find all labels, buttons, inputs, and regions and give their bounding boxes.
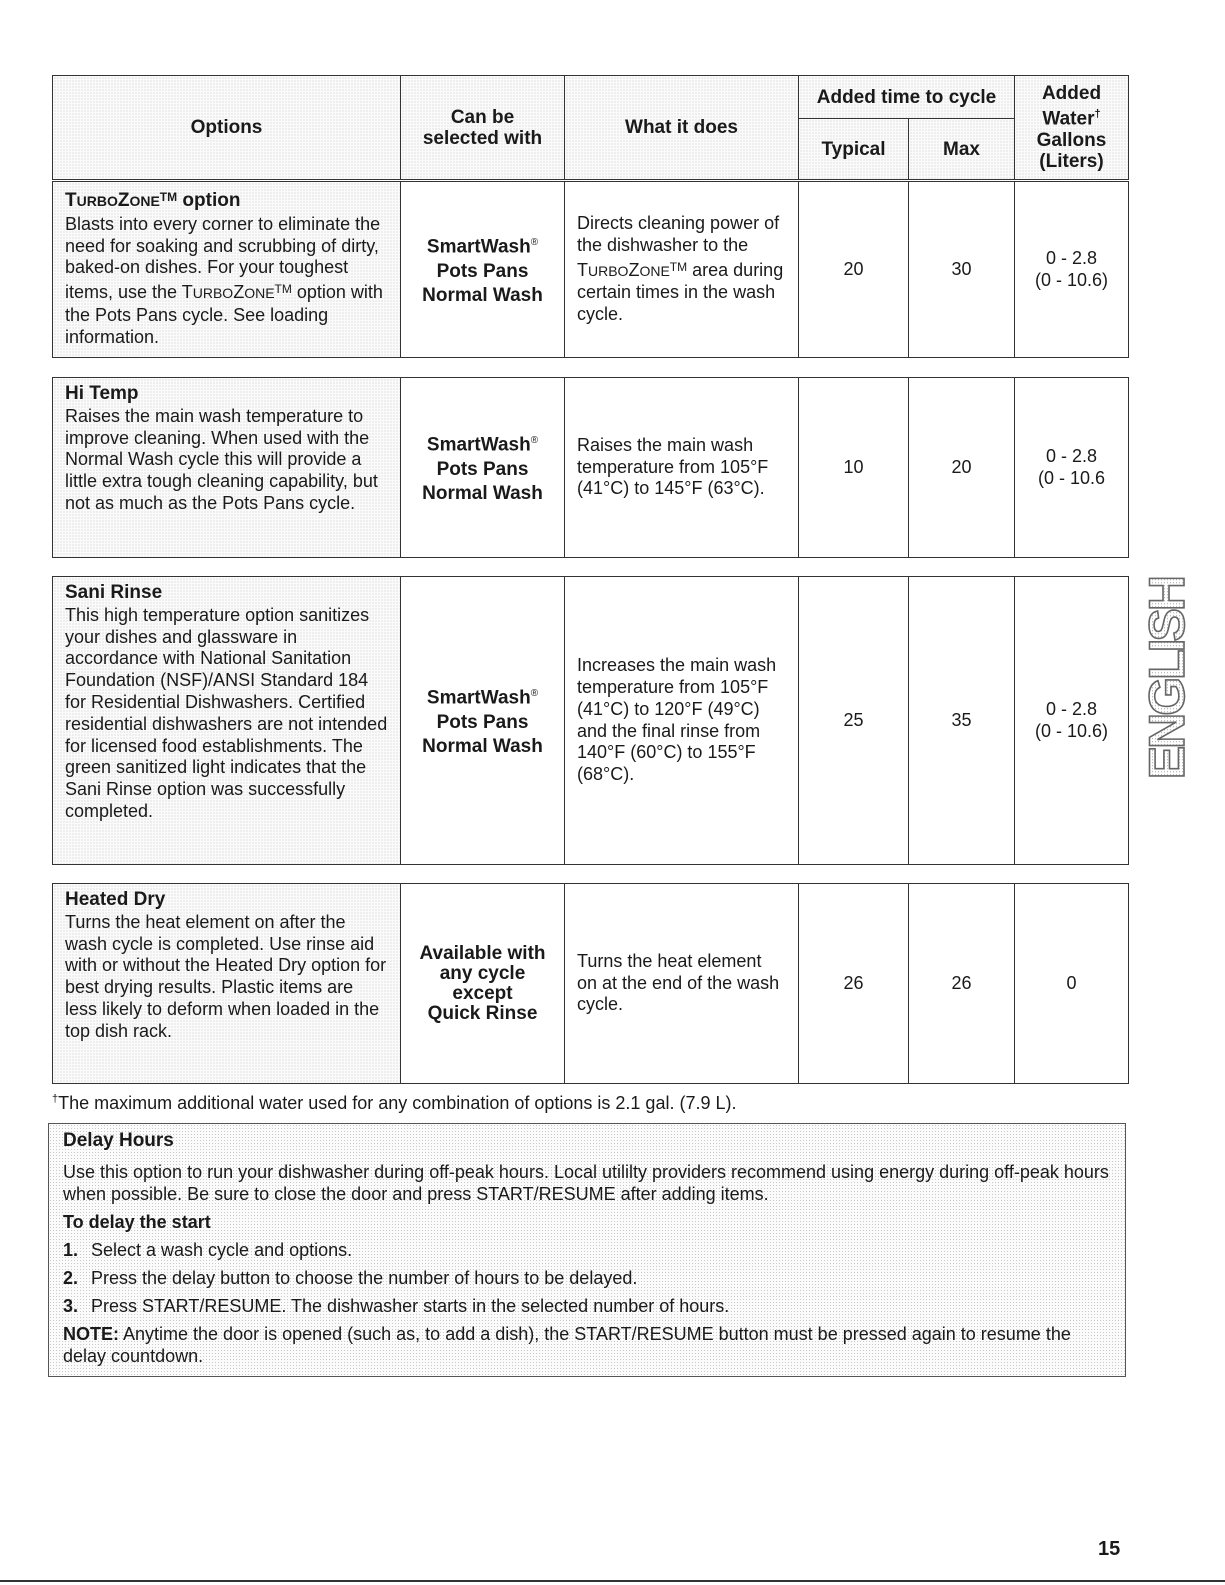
cycle-pots-pans: Pots Pans	[436, 711, 529, 733]
turbozone-typical: 20	[799, 182, 909, 358]
sanirinse-option-cell	[53, 577, 401, 865]
heateddry-max: 26	[909, 884, 1015, 1084]
cycle-smartwash: SmartWash®	[426, 687, 539, 709]
cycle-smartwash: SmartWash®	[426, 434, 539, 456]
list-item: 1. Select a wash cycle and options.	[63, 1240, 353, 1260]
cycle-pots-pans: Pots Pans	[436, 260, 529, 282]
header-can-be-line2: selected with	[422, 127, 543, 149]
delay-start-subheading: To delay the start	[63, 1212, 211, 1232]
header-what-it-does: What it does	[565, 76, 799, 180]
page-number: 15	[1098, 1538, 1121, 1560]
heateddry-sel-line1: Available with	[419, 942, 546, 964]
sanirinse-row	[52, 576, 1129, 865]
hitemp-what-it-does: Raises the main wash temperature from 105°F (41°C) to 145°F (63°C).	[565, 378, 799, 558]
header-max: Max	[909, 119, 1015, 180]
heateddry-row	[52, 883, 1129, 1084]
header-can-be-selected	[401, 76, 565, 180]
header-options: Options	[53, 76, 401, 180]
turbozone-selected-with	[401, 182, 565, 358]
heateddry-water: 0	[1015, 884, 1129, 1084]
header-water-word: Water	[1042, 108, 1095, 130]
sanirinse-selected-with	[401, 577, 565, 865]
delay-hours-title: Delay Hours	[63, 1130, 174, 1151]
list-item: 3. Press START/RESUME. The dishwasher starts in the selected number of hours.	[63, 1296, 730, 1316]
heateddry-typical: 26	[799, 884, 909, 1084]
bottom-divider	[0, 1580, 1225, 1582]
heateddry-title: Heated Dry	[65, 889, 166, 910]
header-water-line4: (Liters)	[1039, 150, 1104, 172]
header-water-line1: Added	[1041, 83, 1102, 105]
turbozone-option-cell	[53, 182, 401, 358]
footnote-text: The maximum additional water used for any combination of options is 2.1 gal. (7.9 L).	[58, 1093, 737, 1113]
language-side-tab: ENGLISH	[1139, 578, 1195, 780]
heateddry-sel-line2: any cycle	[439, 962, 526, 984]
note-text: Anytime the door is opened (such as, to add a dish), the START/RESUME button must be pressed again to resume the delay countdown.	[63, 1324, 1071, 1366]
options-table-header	[52, 75, 1129, 180]
heateddry-what-it-does: Turns the heat element on at the end of the wash cycle.	[565, 884, 799, 1084]
sanirinse-water: 0 - 2.8 (0 - 10.6)	[1015, 577, 1129, 865]
header-water-line3: Gallons	[1036, 129, 1107, 151]
heateddry-sel-line4: Quick Rinse	[427, 1002, 538, 1024]
cycle-pots-pans: Pots Pans	[436, 458, 529, 480]
sanirinse-what-it-does: Increases the main wash temperature from 105°F (41°C) to 120°F (49°C) and the final rinse from 140°F (60°C) to 155°F (68°C).	[565, 577, 799, 865]
turbozone-title: TURBOZONE™ option	[65, 190, 241, 211]
hitemp-description: Raises the main wash temperature to improve cleaning. When used with the Normal Wash cycle this will provide a little extra tough cleaning capability, but not as much as the Pots Pans cycle.	[65, 405, 378, 513]
heateddry-description: Turns the heat element on after the wash cycle is completed. Use rinse aid with or without the Heated Dry option for best drying results. Plastic items are less likely to deform when loaded in the top dish rack.	[65, 911, 387, 1041]
header-typical: Typical	[799, 119, 909, 180]
turbozone-row	[52, 181, 1129, 358]
delay-steps-list	[63, 1239, 1113, 1317]
hitemp-title: Hi Temp	[65, 383, 139, 404]
heateddry-option-cell	[53, 884, 401, 1084]
sanirinse-description: This high temperature option sanitizes your dishes and glassware in accordance with National Sanitation Foundation (NSF)/ANSI Standard 184 for Residential Dishwashers. Certified residential dishwashers are not intended for licensed food establishments. The green sanitized light indicates that the Sani Rinse option was successfully completed.	[65, 604, 388, 821]
cycle-normal-wash: Normal Wash	[422, 284, 543, 306]
turbozone-max: 30	[909, 182, 1015, 358]
cycle-normal-wash: Normal Wash	[422, 482, 543, 504]
hitemp-selected-with	[401, 378, 565, 558]
water-footnote	[52, 1093, 736, 1114]
header-added-water	[1015, 76, 1129, 180]
header-added-time: Added time to cycle	[799, 76, 1015, 119]
turbozone-water: 0 - 2.8 (0 - 10.6)	[1015, 182, 1129, 358]
dagger-mark: †	[1094, 108, 1101, 121]
cycle-smartwash: SmartWash®	[426, 236, 539, 258]
heateddry-selected-with	[401, 884, 565, 1084]
note-label: NOTE:	[63, 1324, 119, 1344]
turbozone-description: Blasts into every corner to eliminate the need for soaking and scrubbing of dirty, baked-on dishes. For your toughest items, use the TURBOZONE™ option with the Pots Pans cycle. See loading information.	[65, 213, 383, 347]
sanirinse-max: 35	[909, 577, 1015, 865]
delay-hours-intro: Use this option to run your dishwasher during off-peak hours. Local utililty providers recommend using energy during off-peak hours when possible. Be sure to close the door and press START/RESUME after adding items.	[63, 1162, 1109, 1204]
turbozone-what-it-does: Directs cleaning power of the dishwasher to the TURBOZONE™ area during certain times in the wash cycle.	[565, 182, 799, 358]
header-water-line2	[1015, 104, 1128, 129]
hitemp-row	[52, 377, 1129, 558]
list-item: 2. Press the delay button to choose the number of hours to be delayed.	[63, 1268, 638, 1288]
sanirinse-title: Sani Rinse	[65, 582, 163, 603]
delay-hours-box	[48, 1123, 1126, 1377]
sanirinse-typical: 25	[799, 577, 909, 865]
header-can-be-line1: Can be	[450, 106, 515, 128]
delay-note	[63, 1323, 1113, 1367]
dagger-mark: †	[52, 1093, 59, 1105]
hitemp-max: 20	[909, 378, 1015, 558]
heateddry-sel-line3: except	[452, 982, 513, 1004]
hitemp-option-cell	[53, 378, 401, 558]
hitemp-typical: 10	[799, 378, 909, 558]
hitemp-water: 0 - 2.8 (0 - 10.6	[1015, 378, 1129, 558]
cycle-normal-wash: Normal Wash	[422, 735, 543, 757]
